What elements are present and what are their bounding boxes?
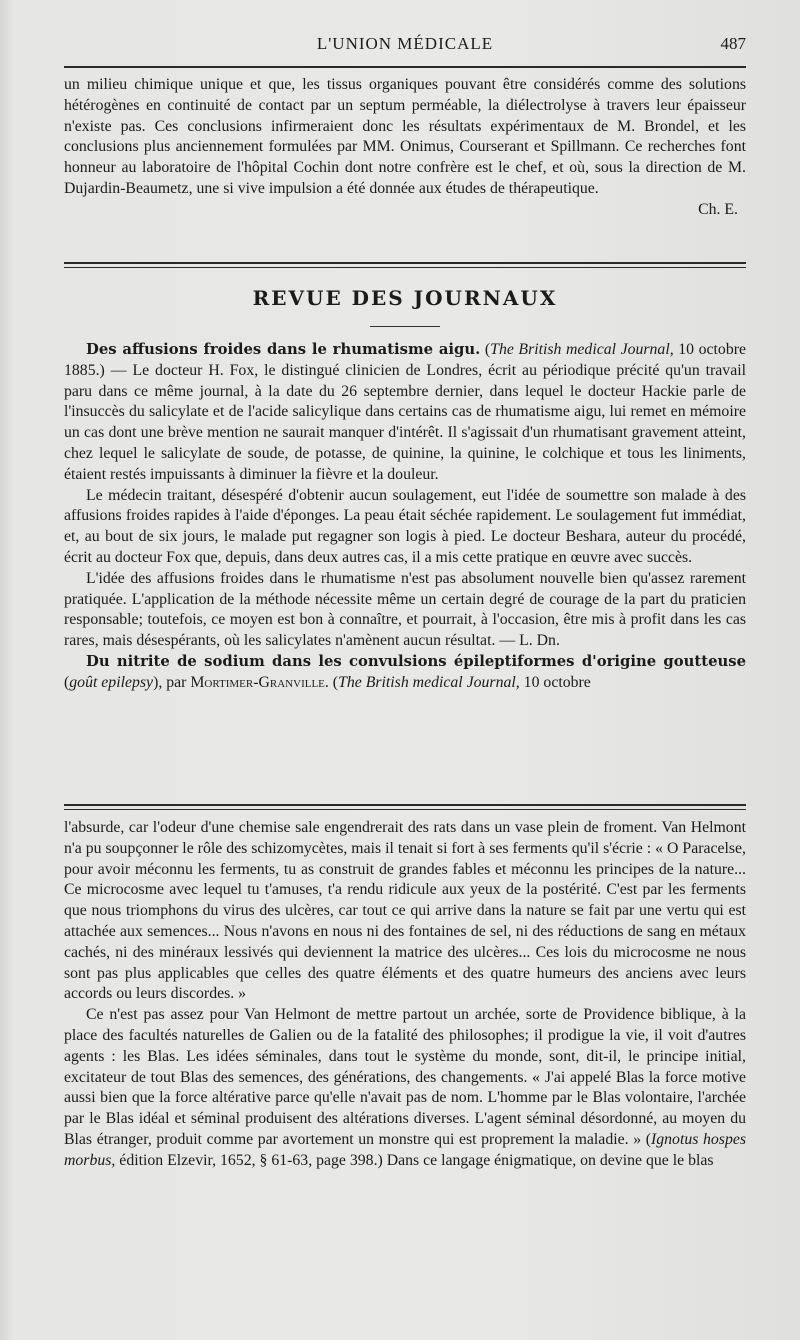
intro-block bbox=[64, 75, 746, 221]
section-rule-top bbox=[64, 262, 746, 264]
article2-author: Mortimer-Granville bbox=[190, 673, 325, 691]
article2-paren-close: ), par bbox=[153, 673, 191, 691]
article2-heading bbox=[64, 652, 746, 694]
article1-paragraph-2: Le médecin traitant, désespéré d'obtenir aucun soulagement, eut l'idée de soumettre son malade à des affusions froides rapides à l'aide d'éponges. La peau était séchée rapidement. Le soulagement fut immédiat, et, au bout de six jours, le malade put regagner son logis à pied. Le docteur Beshara, auteur du procédé, écrit au docteur Fox que, depuis, dans deux autres cas, il a mis cette pratique en œuvre avec succès. bbox=[64, 486, 746, 566]
article1-source-date: 10 octobre 1885.) bbox=[64, 341, 746, 379]
feuilleton-rule-top bbox=[64, 804, 746, 806]
section-title: REVUE DES JOURNAUX bbox=[252, 286, 558, 310]
article2-paren-italic: goût epilepsy bbox=[69, 673, 154, 691]
page-number: 487 bbox=[720, 34, 746, 53]
section-rule-bottom bbox=[64, 267, 746, 268]
header-rule bbox=[64, 66, 746, 68]
article2-title: Du nitrite de sodium dans les convulsions épileptiformes d'origine goutteuse bbox=[86, 652, 746, 670]
running-title: L'UNION MÉDICALE bbox=[316, 34, 494, 53]
article1-source-open: ( bbox=[480, 341, 491, 358]
feuilleton-rule-bottom bbox=[64, 809, 746, 810]
page-header bbox=[64, 30, 746, 60]
intro-signature: Ch. E. bbox=[698, 200, 738, 218]
article1-source-journal: The British medical Journal, bbox=[490, 341, 674, 358]
journal-review-block bbox=[64, 340, 746, 694]
intro-paragraph: un milieu chimique unique et que, les tissus organiques pouvant être considérés comme des solutions hétérogènes en continuité de contact par un septum perméable, la diélectrolyse à travers leur épaisseur n'existe pas. Ces conclusions infirmeraient donc les résultats expérimentaux de M. Brondel, et les conclusions plus anciennement formulées par MM. Onimus, Courserant et Spillmann. Ce recherches font honneur au laboratoire de l'hôpital Cochin dont notre confrère est le chef, et où, sous la direction de M. Dujardin-Beaumetz, une si vive impulsion a été donnée aux études de thérapeutique. bbox=[64, 76, 746, 197]
feuilleton-p2-end: édition Elzevir, 1652, § 61-63, page 398.) Dans ce langage énigmatique, on devine que le blas bbox=[115, 1151, 714, 1169]
article2-journal: The British medical Journal, bbox=[338, 673, 520, 691]
article2-date: 10 octobre bbox=[519, 673, 591, 691]
article2-after-author: . ( bbox=[324, 673, 339, 691]
article1-title: Des affusions froides dans le rhumatisme aigu. bbox=[86, 341, 481, 358]
feuilleton-block bbox=[64, 818, 746, 1172]
article1-paragraph-1 bbox=[64, 340, 746, 486]
feuilleton-paragraph-2 bbox=[64, 1005, 746, 1171]
feuilleton-p2-start: Ce n'est pas assez pour Van Helmont de mettre partout un archée, sorte de Providence biblique, à la place des facultés naturelles de Galien ou de la fatalité des philosophes; il prodigue la vie, il voit d'autres agents : les Blas. Les idées séminales, dans tout le système du monde, sont, dit-il, le principe initial, excitateur de tout Blas des semences, des générations, des changements. « J'ai appelé Blas la force motive aussi bien que la force altérative parce qu'elle n'avait pas de nom. L'homme par le Blas volontaire, l'archée par le Blas idéal et séminal produisent des altérations diverses. L'agent séminal désordonné, au moyen du Blas étranger, produit comme par avortement un monstre qui est proprement la maladie. » ( bbox=[64, 1006, 746, 1148]
article2-paren-open: ( bbox=[64, 673, 70, 691]
article1-p1-text: — Le docteur H. Fox, le distingué clinicien de Londres, écrit au périodique précité qu'un travail paru dans ce même journal, à la date du 26 septembre dernier, dans lequel le docteur Hackie parle de l'insuccès du salicylate et de l'acide salicylique dans certains cas de rhumatisme aigu, lui remet en mémoire un cas dont une brève mention ne saurait manquer d'intérêt. Il s'agissait d'un rhumatisant gravement atteint, chez lequel le salicylate de soude, de potasse, de quinine, la quinine, le colchique et tous les liniments, étaient restés impuissants à diminuer la fièvre et la douleur. bbox=[64, 361, 746, 483]
feuilleton-paragraph-1: l'absurde, car l'odeur d'une chemise sale engendrerait des rats dans un vase plein de froment. Van Helmont n'a pu soupçonner le rôle des schizomycètes, mais il tenait si fort à ses ferments qu'il s'écrie : « O Paracelse, pour avoir méconnu les ferments, tu as construit de grandes fables et méconnu les principes de la nature... Ce microcosme avec lequel tu t'amuses, t'a rendu ridicule aux yeux de la postérité. C'est par les ferments que nous triomphons du virus des ulcères, car tout ce qui arrive dans la nature se fait par une vertu qui est attachée aux semences... Nous n'avons en nous ni des fontaines de sel, ni des réductions de sang en métaux cachés, ni des minéraux lessivés qui deviennent la matrice des ulcères... Ces lois du microcosme ne nous sont pas plus applicables que celles des quatre éléments et des quatre humeurs des anciens avec leurs accords ou leurs discordes. » bbox=[64, 819, 746, 1003]
section-title-underline bbox=[370, 326, 440, 327]
article1-paragraph-3: L'idée des affusions froides dans le rhumatisme n'est pas absolument nouvelle bien qu'assez rarement pratiquée. L'application de la méthode nécessite même un certain degré de courage de la part du praticien responsable; toutefois, ce moyen est bon à connaître, et pourrait, à l'occasion, être mis à profit dans les cas rares, mais désespérants, où les salicylates n'amènent aucun résultat. — L. Dn. bbox=[64, 569, 746, 650]
feuilleton-p2-italic: Ignotus hospes morbus, bbox=[64, 1130, 747, 1169]
